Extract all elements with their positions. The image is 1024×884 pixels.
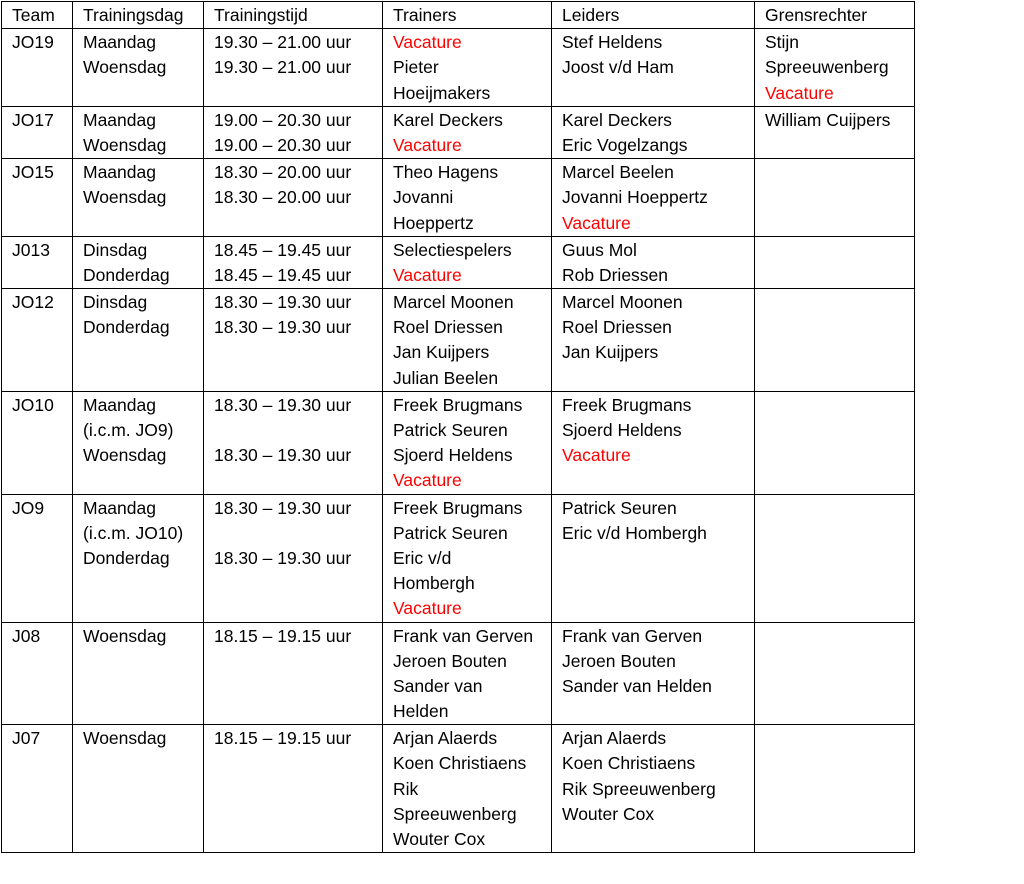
trainer-name: Hombergh — [393, 573, 475, 594]
trainer-name: Patrick Seuren — [393, 420, 508, 441]
grensrechter-cell — [755, 29, 915, 107]
vacancy-label: Vacature — [393, 598, 462, 619]
schedule-container — [1, 1, 915, 853]
trainer-name: Jeroen Bouten — [393, 650, 507, 671]
training-day: Maandag — [83, 32, 156, 53]
header-leiders: Leiders — [552, 2, 755, 29]
leider-name: Jovanni Hoeppertz — [562, 187, 708, 208]
header-trainingstijd: Trainingstijd — [204, 2, 383, 29]
training-time: 18.30 – 20.00 uur — [214, 187, 352, 208]
trainingsdag-cell — [73, 725, 204, 853]
training-time: 18.15 – 19.15 uur — [214, 728, 352, 749]
trainer-name: Eric v/d — [393, 547, 452, 568]
leiders-cell — [552, 289, 755, 392]
training-day: (i.c.m. JO9) — [83, 420, 174, 441]
leiders-cell — [552, 391, 755, 494]
trainingsdag-cell — [73, 289, 204, 392]
team-cell — [2, 391, 73, 494]
training-time: 19.30 – 21.00 uur — [214, 57, 352, 78]
trainer-name: Hoeppertz — [393, 212, 474, 233]
grensrechter-cell — [755, 494, 915, 622]
table-row — [2, 391, 915, 494]
header-trainingsdag: Trainingsdag — [73, 2, 204, 29]
trainer-name: Marcel Moonen — [393, 292, 514, 313]
leiders-cell — [552, 29, 755, 107]
trainers-cell — [383, 106, 552, 158]
leider-name: Joost v/d Ham — [562, 57, 674, 78]
grensrechter-cell — [755, 725, 915, 853]
trainingstijd-cell — [204, 725, 383, 853]
trainingsdag-cell — [73, 494, 204, 622]
header-trainers: Trainers — [383, 2, 552, 29]
training-time: 19.00 – 20.30 uur — [214, 134, 352, 155]
trainingsdag-cell — [73, 159, 204, 237]
leider-name: Rob Driessen — [562, 264, 669, 285]
team-name: J08 — [12, 625, 41, 646]
grensrechter-cell — [755, 159, 915, 237]
team-cell — [2, 236, 73, 288]
team-cell — [2, 106, 73, 158]
grensrechter-name: William Cuijpers — [765, 109, 891, 130]
trainer-name: Sander van — [393, 675, 483, 696]
team-name: J013 — [12, 239, 50, 260]
training-time — [214, 521, 382, 546]
trainer-name: Karel Deckers — [393, 109, 503, 130]
table-row — [2, 494, 915, 622]
trainingstijd-cell — [204, 106, 383, 158]
team-name: JO17 — [12, 109, 54, 130]
leider-name: Jeroen Bouten — [562, 650, 676, 671]
header-team: Team — [2, 2, 73, 29]
trainers-cell — [383, 391, 552, 494]
team-name: JO10 — [12, 394, 54, 415]
vacancy-label: Vacature — [562, 445, 631, 466]
team-name: JO15 — [12, 162, 54, 183]
table-row — [2, 622, 915, 725]
leiders-cell — [552, 106, 755, 158]
grensrechter-cell — [755, 289, 915, 392]
trainer-name: Jovanni — [393, 187, 454, 208]
vacancy-label: Vacature — [562, 212, 631, 233]
grensrechter-cell — [755, 236, 915, 288]
table-row — [2, 29, 915, 107]
leider-name: Koen Christiaens — [562, 753, 696, 774]
trainer-name: Theo Hagens — [393, 162, 499, 183]
trainingsdag-cell — [73, 391, 204, 494]
training-time: 18.30 – 19.30 uur — [214, 445, 352, 466]
team-name: JO12 — [12, 292, 54, 313]
grensrechter-name: Stijn — [765, 32, 800, 53]
leiders-cell — [552, 159, 755, 237]
training-day: Donderdag — [83, 264, 170, 285]
training-day: Donderdag — [83, 547, 170, 568]
leider-name: Roel Driessen — [562, 317, 672, 338]
team-name: JO19 — [12, 32, 54, 53]
trainer-name: Helden — [393, 701, 449, 722]
training-time — [214, 418, 382, 443]
leider-name: Marcel Beelen — [562, 162, 674, 183]
leiders-cell — [552, 236, 755, 288]
trainers-cell — [383, 159, 552, 237]
training-day: Woensdag — [83, 625, 167, 646]
leider-name: Karel Deckers — [562, 109, 672, 130]
trainer-name: Patrick Seuren — [393, 522, 508, 543]
trainingstijd-cell — [204, 391, 383, 494]
leider-name: Patrick Seuren — [562, 497, 677, 518]
leider-name: Rik Spreeuwenberg — [562, 778, 716, 799]
leider-name: Sander van Helden — [562, 675, 712, 696]
table-row — [2, 106, 915, 158]
training-day: Maandag — [83, 109, 156, 130]
trainers-cell — [383, 29, 552, 107]
training-time: 18.30 – 19.30 uur — [214, 394, 352, 415]
table-row — [2, 289, 915, 392]
trainers-cell — [383, 289, 552, 392]
trainingstijd-cell — [204, 236, 383, 288]
training-time: 19.00 – 20.30 uur — [214, 109, 352, 130]
training-day: Dinsdag — [83, 239, 148, 260]
trainingstijd-cell — [204, 159, 383, 237]
leider-name: Frank van Gerven — [562, 625, 703, 646]
trainingstijd-cell — [204, 289, 383, 392]
trainer-name: Arjan Alaerds — [393, 728, 498, 749]
grensrechter-name: Spreeuwenberg — [765, 57, 889, 78]
trainers-cell — [383, 236, 552, 288]
team-cell — [2, 159, 73, 237]
trainer-name: Sjoerd Heldens — [393, 445, 513, 466]
training-day: Dinsdag — [83, 292, 148, 313]
trainingsdag-cell — [73, 622, 204, 725]
leider-name: Jan Kuijpers — [562, 342, 659, 363]
training-day: Woensdag — [83, 187, 167, 208]
grensrechter-cell — [755, 391, 915, 494]
team-cell — [2, 725, 73, 853]
trainer-name: Hoeijmakers — [393, 82, 491, 103]
leider-name: Guus Mol — [562, 239, 637, 260]
trainer-name: Wouter Cox — [393, 829, 486, 850]
leider-name: Wouter Cox — [562, 803, 655, 824]
training-day: Woensdag — [83, 57, 167, 78]
trainer-name: Spreeuwenberg — [393, 803, 517, 824]
leider-name: Sjoerd Heldens — [562, 420, 682, 441]
table-row — [2, 236, 915, 288]
trainer-name: Koen Christiaens — [393, 753, 527, 774]
leider-name: Eric v/d Hombergh — [562, 522, 707, 543]
training-time: 18.30 – 19.30 uur — [214, 317, 352, 338]
table-row — [2, 159, 915, 237]
trainingstijd-cell — [204, 29, 383, 107]
training-time: 18.30 – 19.30 uur — [214, 497, 352, 518]
training-time: 18.15 – 19.15 uur — [214, 625, 352, 646]
team-cell — [2, 622, 73, 725]
trainer-name: Julian Beelen — [393, 367, 499, 388]
team-name: JO9 — [12, 497, 45, 518]
grensrechter-cell — [755, 106, 915, 158]
leiders-cell — [552, 622, 755, 725]
trainer-name: Freek Brugmans — [393, 497, 523, 518]
trainer-name: Freek Brugmans — [393, 394, 523, 415]
training-day: Maandag — [83, 162, 156, 183]
leider-name: Freek Brugmans — [562, 394, 692, 415]
trainers-cell — [383, 725, 552, 853]
training-day: (i.c.m. JO10) — [83, 522, 184, 543]
vacancy-label: Vacature — [393, 32, 462, 53]
table-row — [2, 725, 915, 853]
trainer-name: Frank van Gerven — [393, 625, 534, 646]
trainingsdag-cell — [73, 236, 204, 288]
training-day: Woensdag — [83, 728, 167, 749]
trainer-name: Roel Driessen — [393, 317, 503, 338]
leiders-cell — [552, 494, 755, 622]
leider-name: Eric Vogelzangs — [562, 134, 688, 155]
trainingstijd-cell — [204, 494, 383, 622]
trainingsdag-cell — [73, 29, 204, 107]
trainer-name: Rik — [393, 778, 419, 799]
training-day: Maandag — [83, 394, 156, 415]
leider-name: Marcel Moonen — [562, 292, 683, 313]
vacancy-label: Vacature — [765, 82, 834, 103]
vacancy-label: Vacature — [393, 470, 462, 491]
trainers-cell — [383, 622, 552, 725]
training-time: 19.30 – 21.00 uur — [214, 32, 352, 53]
training-time: 18.45 – 19.45 uur — [214, 239, 352, 260]
training-time: 18.30 – 19.30 uur — [214, 292, 352, 313]
team-cell — [2, 289, 73, 392]
trainer-name: Pieter — [393, 57, 439, 78]
trainer-name: Selectiespelers — [393, 239, 512, 260]
header-row — [2, 2, 915, 29]
team-name: J07 — [12, 728, 41, 749]
training-time: 18.45 – 19.45 uur — [214, 264, 352, 285]
schedule-body — [2, 29, 915, 853]
training-day: Woensdag — [83, 134, 167, 155]
vacancy-label: Vacature — [393, 264, 462, 285]
training-day: Woensdag — [83, 445, 167, 466]
team-cell — [2, 494, 73, 622]
trainingsdag-cell — [73, 106, 204, 158]
training-day: Maandag — [83, 497, 156, 518]
leider-name: Stef Heldens — [562, 32, 663, 53]
grensrechter-cell — [755, 622, 915, 725]
training-day: Donderdag — [83, 317, 170, 338]
trainer-name: Jan Kuijpers — [393, 342, 490, 363]
team-cell — [2, 29, 73, 107]
trainers-cell — [383, 494, 552, 622]
training-time: 18.30 – 19.30 uur — [214, 547, 352, 568]
header-grensrechter: Grensrechter — [755, 2, 915, 29]
training-time: 18.30 – 20.00 uur — [214, 162, 352, 183]
leiders-cell — [552, 725, 755, 853]
trainingstijd-cell — [204, 622, 383, 725]
vacancy-label: Vacature — [393, 134, 462, 155]
leider-name: Arjan Alaerds — [562, 728, 667, 749]
training-schedule-table — [1, 1, 915, 853]
